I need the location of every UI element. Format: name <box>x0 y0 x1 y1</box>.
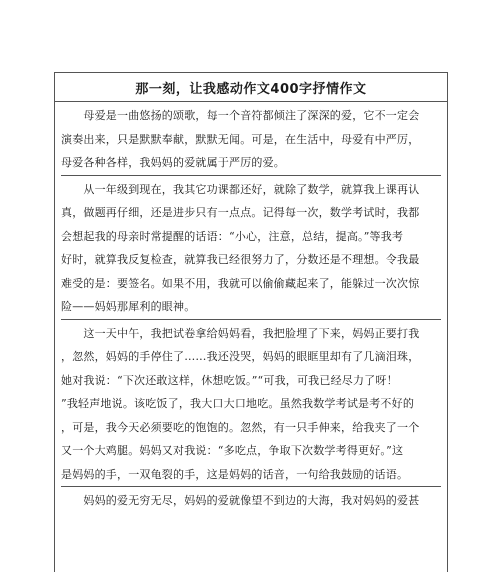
text-line: 从一年级到现在，我其它功课都还好，就除了数学，就算我上课再认 <box>61 182 420 196</box>
text-line: 妈妈的爱无穷无尽，妈妈的爱就像望不到边的大海，我对妈妈的爱甚 <box>61 494 420 507</box>
text-line: 她对我说：“下次还敢这样，休想吃饭。”“可我，可我已经尽力了呀！ <box>61 373 398 387</box>
paragraph <box>61 176 441 320</box>
text-line: 又一个大鸡腿。妈妈又对我说：“多吃点，争取下次数学考得更好。”这 <box>61 444 404 457</box>
paragraph <box>61 487 441 513</box>
text-line: ”我轻声地说。该吃饭了，我大口大口地吃。虽然我数学考试是考不好的 <box>61 397 415 410</box>
text-line: 真，做题再仔细，还是进步只有一点点。记得每一次，数学考试时，我都 <box>61 206 420 219</box>
text-line: 是妈妈的手，一双龟裂的手，这是妈妈的话音，一句给我鼓励的话语。 <box>61 467 409 481</box>
text-line: 母爱各种各样，我妈妈的爱就属于严厉的爱。 <box>61 156 285 169</box>
text-line: ，可是，我今天必须要吃的饱饱的。忽然，有一只手伸来，给我夹了一个 <box>61 420 420 434</box>
text-line: 会想起我的母亲时常提醒的话语：“小心，注意，总结，提高。”等我考 <box>61 229 404 243</box>
paragraph <box>61 320 441 488</box>
document-frame <box>54 72 448 572</box>
text-line: 这一天中午，我把试卷拿给妈妈看，我把脸埋了下来，妈妈正要打我 <box>61 326 420 340</box>
text-line: 难受的是：要签名。如果不用，我就可以偷偷藏起来了，能躲过一次次惊 <box>61 276 420 290</box>
text-line: 险——妈妈那犀利的眼神。 <box>61 300 196 313</box>
text-line: 母爱是一曲悠扬的颂歌，每一个音符都倾注了深深的爱，它不一定会 <box>61 109 420 122</box>
text-line: ，忽然，妈妈的手停住了……我还没哭，妈妈的眼眶里却有了几滴泪珠， <box>61 350 420 363</box>
text-line: 好时，就算我反复检查，就算我已经很努力了，分数还是不理想。令我最 <box>61 253 420 266</box>
document-body <box>55 102 447 513</box>
text-line: 演奏出来，只是默默奉献，默默无闻。可是，在生活中，母爱有中严厉， <box>61 132 420 146</box>
document-title: 那一刻，让我感动作文400字抒情作文 <box>55 73 447 102</box>
paragraph <box>61 102 441 176</box>
